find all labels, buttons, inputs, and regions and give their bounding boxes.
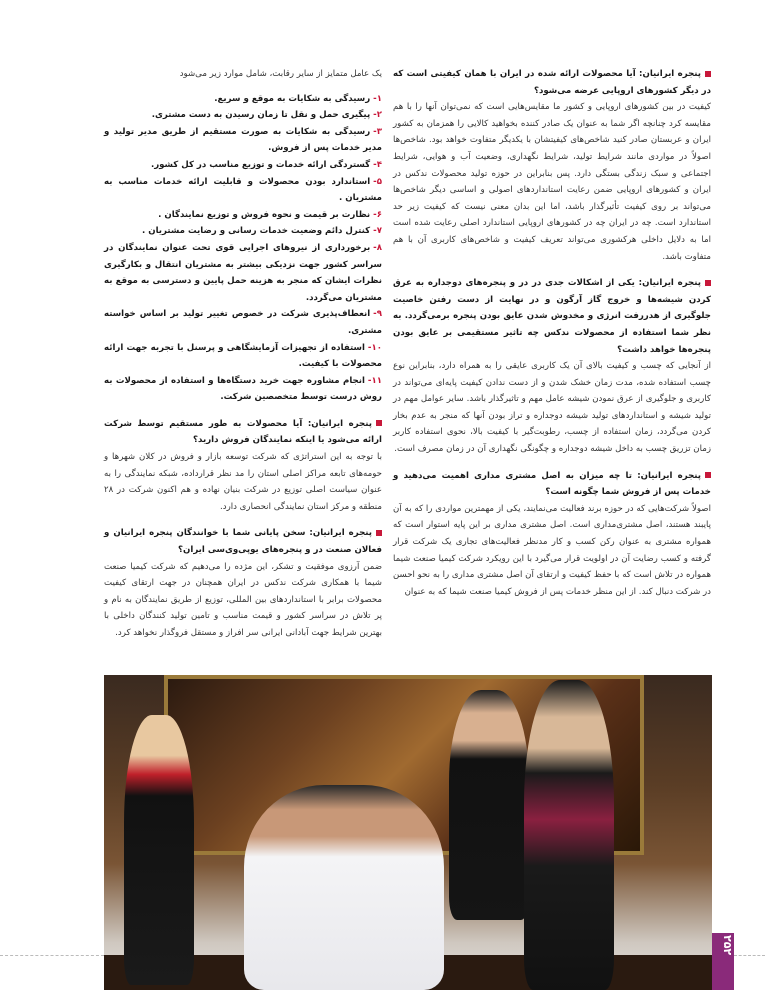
question-1: پنجره ایرانیان: آیا محصولات ارائه شده در ایران با همان کیفیتی است که در دیگر کشورهای اروپایی عرضه می‌شود؟ — [393, 69, 711, 96]
list-intro: یک عامل متمایز از سایر رقابت، شامل موارد زیر می‌شود — [179, 69, 382, 79]
question-2: پنجره ایرانیان: یکی از اشکالات جدی در در و پنجره‌های دوجداره به عرق کردن شیشه‌ها و خروج گاز آرگون و در نهایت از دست رفتن خاصیت جلوگیری از هدررفت انرژی و مخدوش شدن عایق بودن پنجره برمی‌گردد. به نظر شما استفاده از محصولات ندکس چه تاثیر مستقیمی بر عایق بودن پنجره‌ها خواهد داشت؟ — [393, 278, 711, 355]
person-figure — [244, 785, 444, 990]
right-column — [393, 66, 711, 610]
person-figure — [524, 680, 614, 990]
answer-3: اصولاً شرکت‌هایی که در حوزه برند فعالیت می‌نمایند، یکی از مهمترین مواردی را که به آن پایبند هستند، اصل مشتری‌مداری است. اصل مشتری مداری بر این پایه استوار است که همواره مشتری به عنوان رکن کسب و کار مدنظر فعالیت‌های تجاری یک شرکت قرار گرفته و کسب رضایت آن در اولویت قرار می‌گیرد با این رویکرد شرکت کیمیا صنعت شیما همواره در تلاش است که با حفظ کیفیت و ارتقای آن اصل مشتری مداری را به نحو احسن در شرکت دنبال کند. از این منظر خدمات پس از فروش کیمیا صنعت شیما که به عنوان — [393, 503, 711, 597]
question-4: پنجره ایرانیان: آیا محصولات به طور مستقیم توسط شرکت ارائه می‌شود یا اینکه نمایندگان فروش دارید؟ — [104, 418, 382, 446]
list-item: ۵-استاندارد بودن محصولات و قابلیت ارائه خدمات مناسب به مشتریان . — [104, 176, 382, 204]
list-item: ۱۱-انجام مشاوره جهت خرید دستگاه‌ها و استفاده از محصولات به روش درست توسط متخصصین شرکت. — [104, 375, 382, 403]
list-item: ۴-گستردگی ارائه خدمات و توزیع مناسب در کل کشور. — [150, 159, 382, 170]
square-bullet-icon — [705, 280, 711, 286]
square-bullet-icon — [376, 420, 382, 426]
answer-1: کیفیت در بین کشورهای اروپایی و کشور ما مقایس‌هایی است که نمی‌توان آنها را با هم مقایسه کرد چنانچه اگر شما به عنوان یک صادر کننده بخواهید کالایی را همزمان به کشور ایران و عربستان صادر کنید شاخص‌های کیفیتشان با یکدیگر متفاوت خواهد بود. شاخص‌ها اصولاً در مواردی مانند شرایط تولید، شرایط نگهداری، وضعیت آب و هوایی، شرایط اجتماعی و سبک زندگی بستگی دارد. پس بنابراین در حوزه تولید محصولات ندکس در ایران و کشورهای اروپایی ضمن رعایت استانداردهای اصولی و اساسی دیگر شاخص‌ها می‌تواند بر روی کیفیت تأثیرگذار باشد، اما این بدان معنی نیست که کیفیت زیر حد استاندارد است. چه در ایران چه در کشورهای اروپایی استاندارد اصلی رعایت شده است اما به دلایل داخلی هرکشوری می‌تواند تعریف کیفیت و شاخص‌های کاربری آن با هم متفاوت باشد. — [393, 102, 711, 262]
list-item: ۱-رسیدگی به شکایات به موقع و سریع. — [214, 93, 382, 104]
question-5: پنجره ایرانیان: سخن پایانی شما با خوانندگان پنجره ایرانیان و فعالان صنعت در و پنجره‌های یوپی‌وی‌سی ایران؟ — [104, 528, 382, 556]
person-figure — [124, 715, 194, 985]
answer-5: ضمن آرزوی موفقیت و تشکر، این مژده را می‌دهیم که شرکت کیمیا صنعت شیما با همکاری شرکت ندکس در ایران همچنان در جهت ارتقای کیفیت محصولات برابر با استانداردهای بین المللی، توزیع از طریق نمایندگان به نام و پر تلاش در سراسر کشور و قیمت مناسب و تامین تولید کنندگان داخلی با بهترین شرایط جهت آبادانی ایرانی سر افراز و مستقل فروگذار نخواهد کرد. — [104, 561, 382, 638]
left-column — [104, 66, 382, 652]
person-figure — [449, 690, 529, 920]
page-number: ۲۵۲ — [721, 935, 734, 956]
answer-2: از آنجایی که چسب و کیفیت بالای آن یک کاربری عایقی را به همراه دارد، بنابراین نوع چسب استفاده شده، مدت زمان خشک شدن و از دست ندادن کیفیت پایه‌ای می‌تواند در کاربری و جلوگیری از عرق نمودن شیشه عامل مهم و تاثیرگذار باشد. سایر عوامل مهم در تولید شیشه و استانداردهای تولید شیشه دوجداره و تراز بودن آنها که منجر به عدم بخار کردن می‌گردد، زمان استفاده از چسب، رطوبت‌گیر با کیفیت بالا، نحوی استفاده کاربر زمان تزریق چسب به داخل شیشه دوجداره و چگونگی نگهداری آن در زمان مصرف است. — [393, 361, 711, 455]
list-item: ۸-برخورداری از نیروهای اجرایی قوی تحت عنوان نمایندگان در سراسر کشور جهت نزدیکی بیشتر به مشتریان انتقال و بکارگیری نظرات ایشان که منجر به هزینه حمل پایین و دسترسی به موقع به مشتریان می‌گردد. — [104, 242, 382, 303]
list-item: ۳-رسیدگی به شکایات به صورت مستقیم از طریق مدیر تولید و مدیر خدمات پس از فروش. — [104, 126, 382, 154]
square-bullet-icon — [705, 71, 711, 77]
list-item: ۲-پیگیری حمل و نقل تا زمان رسیدن به دست مشتری. — [151, 110, 382, 121]
list-item: ۹-انعطاف‌پذیری شرکت در خصوص تغییر تولید بر اساس خواسته مشتری. — [104, 309, 382, 336]
list-item: ۱۰-استفاده از تجهیزات آزمایشگاهی و پرسنل با تجربه جهت ارائه محصولات با کیفیت. — [104, 342, 382, 370]
footer-divider — [0, 955, 104, 956]
list-item: ۷-کنترل دائم وضعیت خدمات رسانی و رضایت مشتریان . — [141, 226, 382, 237]
square-bullet-icon — [376, 530, 382, 536]
service-list — [104, 91, 382, 406]
team-photo — [104, 675, 712, 990]
footer-divider — [734, 955, 765, 956]
question-3: پنجره ایرانیان: تا چه میزان به اصل مشتری مداری اهمیت می‌دهید و خدمات پس از فروش شما چگونه است؟ — [393, 470, 711, 498]
list-item: ۶-نظارت بر قیمت و نحوه فروش و توزیع نمایندگان . — [158, 209, 382, 220]
square-bullet-icon — [705, 472, 711, 478]
answer-4: با توجه به این استراتژی که شرکت توسعه بازار و فروش در کلان شهرها و حومه‌های تابعه مراکز اصلی استان را مد نظر قرارداده، شبکه نمایندگی را به عنوان سیاست اصلی توزیع در شرکت بنیان نهاده و هم اکنون شرکت در ۲۸ منطقه و مرکز استان نمایندگی انحصاری دارد. — [104, 452, 382, 512]
